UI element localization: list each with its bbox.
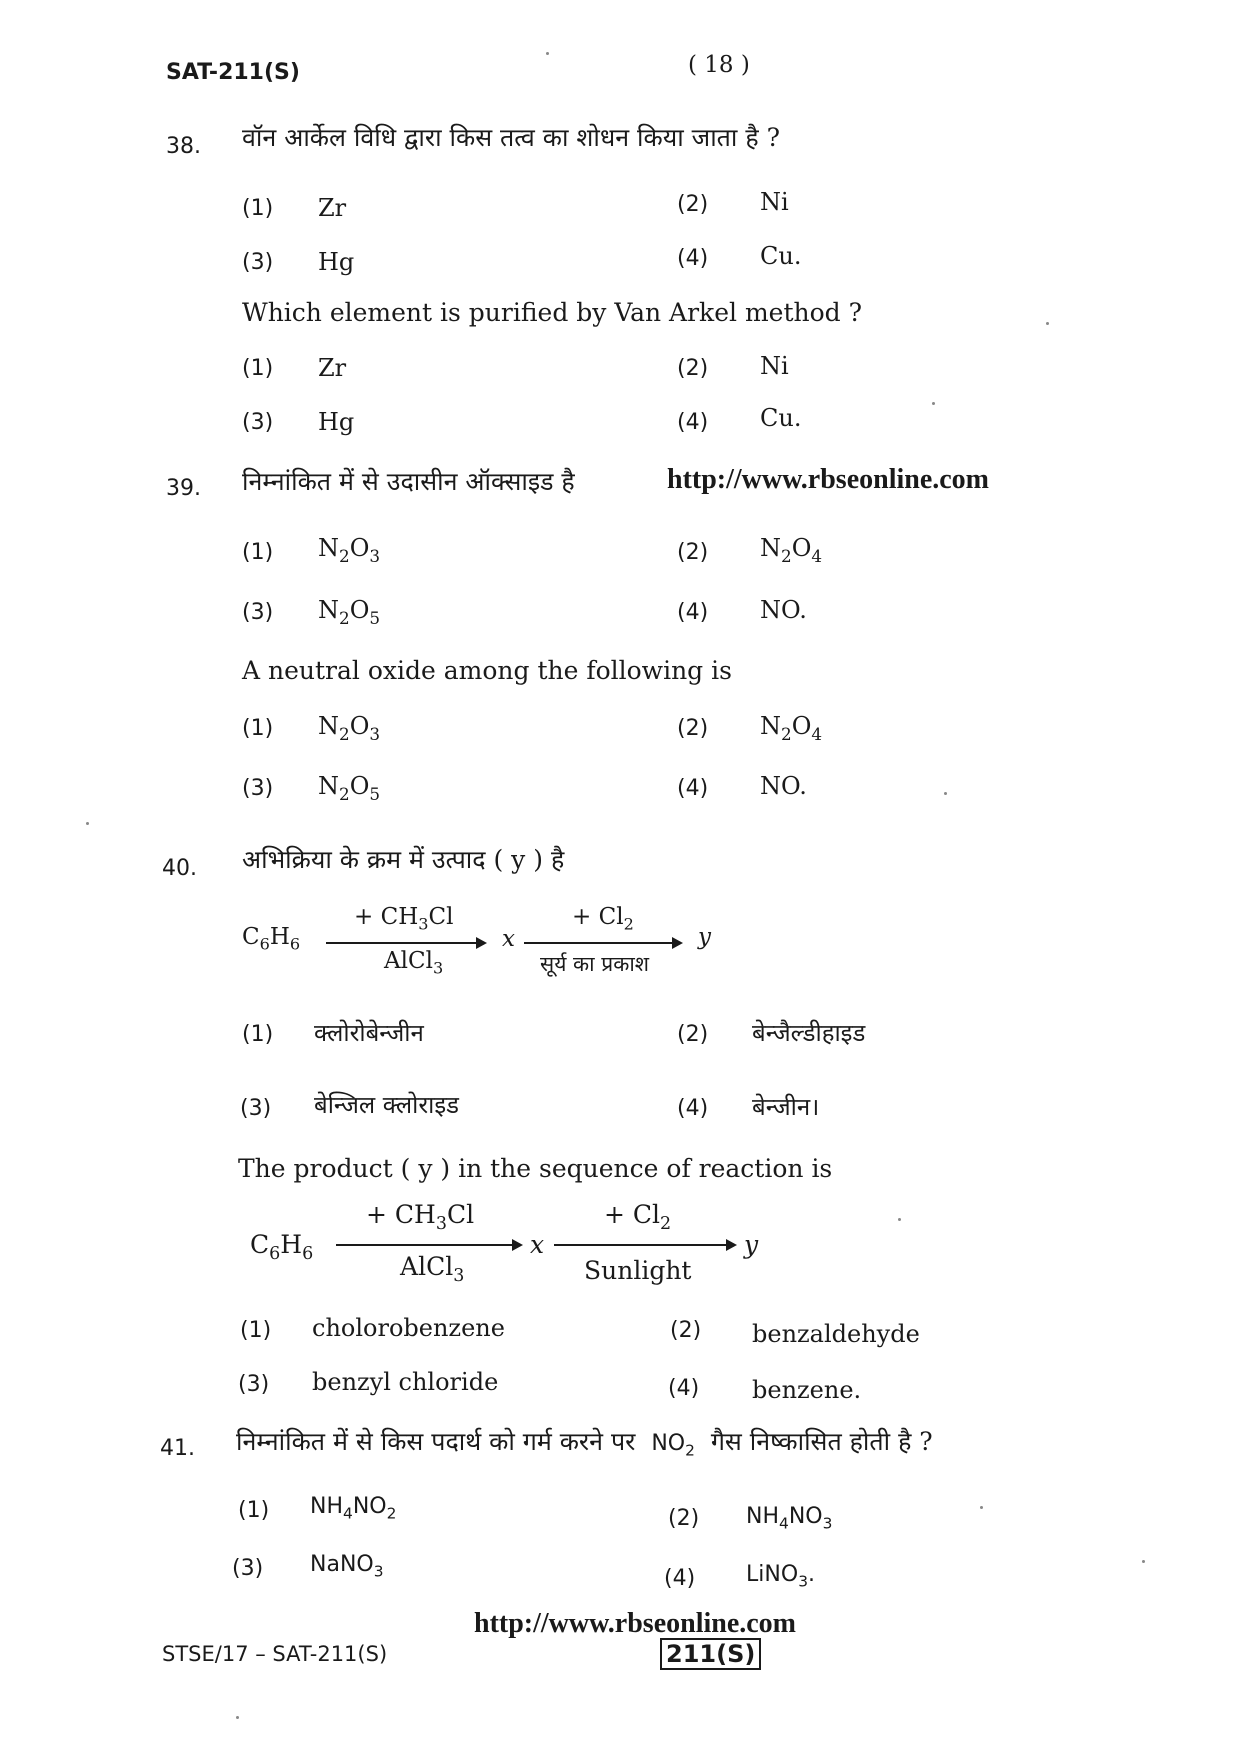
rx-hi-arrow-1	[326, 942, 478, 944]
rx-hi-benzene: $C_6H_6$	[242, 924, 301, 954]
q39-en-option-3-num: (3)	[242, 776, 274, 801]
q39-hi-option-3: $N_2O_5$	[318, 596, 381, 628]
rx-hi-arrow-1-head	[476, 937, 487, 949]
rx-en-arrow-2	[554, 1244, 728, 1246]
q39-hi-option-2: $N_2O_4$	[760, 534, 823, 566]
scan-speck	[932, 402, 935, 405]
q39-hi-option-4-num: (4)	[677, 600, 709, 625]
q40-en-option-4-num: (4)	[668, 1376, 700, 1401]
q41-option-1: $NH_4NO_2$	[310, 1494, 397, 1523]
q39-hi-option-3-num: (3)	[242, 600, 274, 625]
scan-speck	[86, 822, 89, 825]
rx-en-benzene: $C_6H_6$	[250, 1230, 314, 1264]
question-40-number: 40.	[162, 856, 197, 881]
rx-hi-reagent-2: + $Cl_2$	[572, 904, 634, 934]
q38-hi-option-1-num: (1)	[242, 196, 274, 221]
q41-option-3: NaNO$_3$	[310, 1552, 384, 1581]
question-40-text-hindi: अभिक्रिया के क्रम में उत्पाद ( y ) है	[242, 845, 565, 874]
q40-hi-option-2-num: (2)	[677, 1022, 709, 1047]
q39-en-option-1-num: (1)	[242, 716, 274, 741]
q39-hi-option-1-num: (1)	[242, 540, 274, 565]
q38-hi-option-3-num: (3)	[242, 250, 274, 275]
question-41-number: 41.	[160, 1436, 195, 1461]
rx-en-condition-1: AlCl$_3$	[400, 1252, 465, 1286]
q40-en-option-1-num: (1)	[240, 1318, 272, 1343]
rx-hi-product-y: y	[698, 924, 711, 950]
paper-code: SAT-211(S)	[166, 60, 300, 85]
q38-en-option-2-num: (2)	[677, 356, 709, 381]
scan-speck	[944, 792, 947, 795]
q38-hi-option-3: Hg	[318, 248, 355, 276]
question-39-text-hindi: निम्नांकित में से उदासीन ऑक्साइड है	[242, 467, 575, 496]
rx-hi-arrow-2	[524, 942, 674, 944]
q38-en-option-1: Zr	[318, 354, 347, 382]
q38-hi-option-4: Cu.	[760, 242, 802, 270]
q41-option-2: $NH_4NO_3$	[746, 1504, 833, 1533]
q38-hi-option-4-num: (4)	[677, 246, 709, 271]
q40-en-option-3: benzyl chloride	[312, 1368, 499, 1396]
question-39-text-english: A neutral oxide among the following is	[242, 656, 732, 685]
rx-en-reagent-2: + $Cl_2$	[604, 1200, 672, 1234]
footer-code: STSE/17 – SAT-211(S)	[162, 1642, 388, 1666]
q41-option-4-num: (4)	[664, 1566, 696, 1591]
scan-speck	[546, 52, 549, 55]
q38-en-option-4: Cu.	[760, 404, 802, 432]
rx-en-condition-2: Sunlight	[584, 1256, 692, 1285]
scan-speck	[898, 1218, 901, 1221]
question-40-text-english: The product ( y ) in the sequence of reaction is	[238, 1154, 833, 1183]
q38-en-option-3-num: (3)	[242, 410, 274, 435]
rx-en-intermediate-x: x	[530, 1230, 545, 1259]
rx-en-arrow-1-head	[512, 1239, 523, 1251]
q40-en-option-1: cholorobenzene	[312, 1314, 505, 1342]
watermark-url-bottom: http://www.rbseonline.com	[474, 1608, 796, 1639]
q41-option-3-num: (3)	[232, 1556, 264, 1581]
q39-en-option-2-num: (2)	[677, 716, 709, 741]
q41-option-2-num: (2)	[668, 1506, 700, 1531]
q40-hi-option-4-num: (4)	[677, 1096, 709, 1121]
question-38-text-english: Which element is purified by Van Arkel method ?	[242, 298, 862, 327]
scan-speck	[1046, 322, 1049, 325]
q38-hi-option-2: Ni	[760, 188, 789, 216]
q38-en-option-3: Hg	[318, 408, 355, 436]
q40-en-option-3-num: (3)	[238, 1372, 270, 1397]
watermark-url-top: http://www.rbseonline.com	[667, 464, 989, 495]
rx-en-arrow-1	[336, 1244, 514, 1246]
q39-en-option-4-num: (4)	[677, 776, 709, 801]
q39-hi-option-1: $N_2O_3$	[318, 534, 381, 566]
scan-speck	[980, 1506, 983, 1509]
rx-hi-reagent-1: + $CH_3Cl$	[354, 904, 454, 934]
q40-en-option-4: benzene.	[752, 1376, 862, 1404]
q40-hi-option-1: क्लोरोबेन्जीन	[314, 1019, 424, 1047]
q38-en-option-2: Ni	[760, 352, 789, 380]
question-38-text-hindi: वॉन आर्केल विधि द्वारा किस तत्व का शोधन किया जाता है ?	[242, 123, 780, 152]
q40-en-option-2: benzaldehyde	[752, 1320, 920, 1348]
q41-option-1-num: (1)	[238, 1498, 270, 1523]
rx-hi-condition-2: सूर्य का प्रकाश	[540, 952, 650, 976]
footer-page-box: 211(S)	[660, 1638, 761, 1670]
question-38-number: 38.	[166, 134, 201, 159]
scan-speck	[236, 1716, 239, 1719]
q39-en-option-2: $N_2O_4$	[760, 712, 823, 744]
q40-hi-option-3-num: (3)	[240, 1096, 272, 1121]
rx-hi-arrow-2-head	[672, 937, 683, 949]
q39-hi-option-4: NO.	[760, 596, 807, 624]
q38-en-option-1-num: (1)	[242, 356, 274, 381]
q38-hi-option-2-num: (2)	[677, 192, 709, 217]
page-number: ( 18 )	[688, 52, 750, 78]
rx-en-product-y: y	[744, 1230, 759, 1259]
q38-en-option-4-num: (4)	[677, 410, 709, 435]
rx-hi-condition-1: AlCl$_3$	[384, 948, 444, 978]
q40-hi-option-1-num: (1)	[242, 1022, 274, 1047]
question-39-number: 39.	[166, 476, 201, 501]
rx-en-arrow-2-head	[726, 1239, 737, 1251]
question-41-text-hindi: निम्नांकित में से किस पदार्थ को गर्म करने पर $NO_2$ गैस निष्कासित होती है ?	[236, 1427, 933, 1460]
q39-hi-option-2-num: (2)	[677, 540, 709, 565]
q40-hi-option-2: बेन्जैल्डीहाइड	[752, 1019, 866, 1047]
rx-en-reagent-1: + $CH_3Cl$	[366, 1200, 475, 1234]
q41-option-4: LiNO$_3$.	[746, 1562, 815, 1591]
rx-hi-intermediate-x: x	[502, 926, 515, 952]
q40-en-option-2-num: (2)	[670, 1318, 702, 1343]
q38-hi-option-1: Zr	[318, 194, 347, 222]
q39-en-option-3: $N_2O_5$	[318, 772, 381, 804]
q40-hi-option-3: बेन्जिल क्लोराइड	[314, 1091, 460, 1119]
q39-en-option-4: NO.	[760, 772, 807, 800]
q40-hi-option-4: बेन्जीन।	[752, 1093, 820, 1121]
q39-en-option-1: $N_2O_3$	[318, 712, 381, 744]
scan-speck	[1142, 1560, 1145, 1563]
